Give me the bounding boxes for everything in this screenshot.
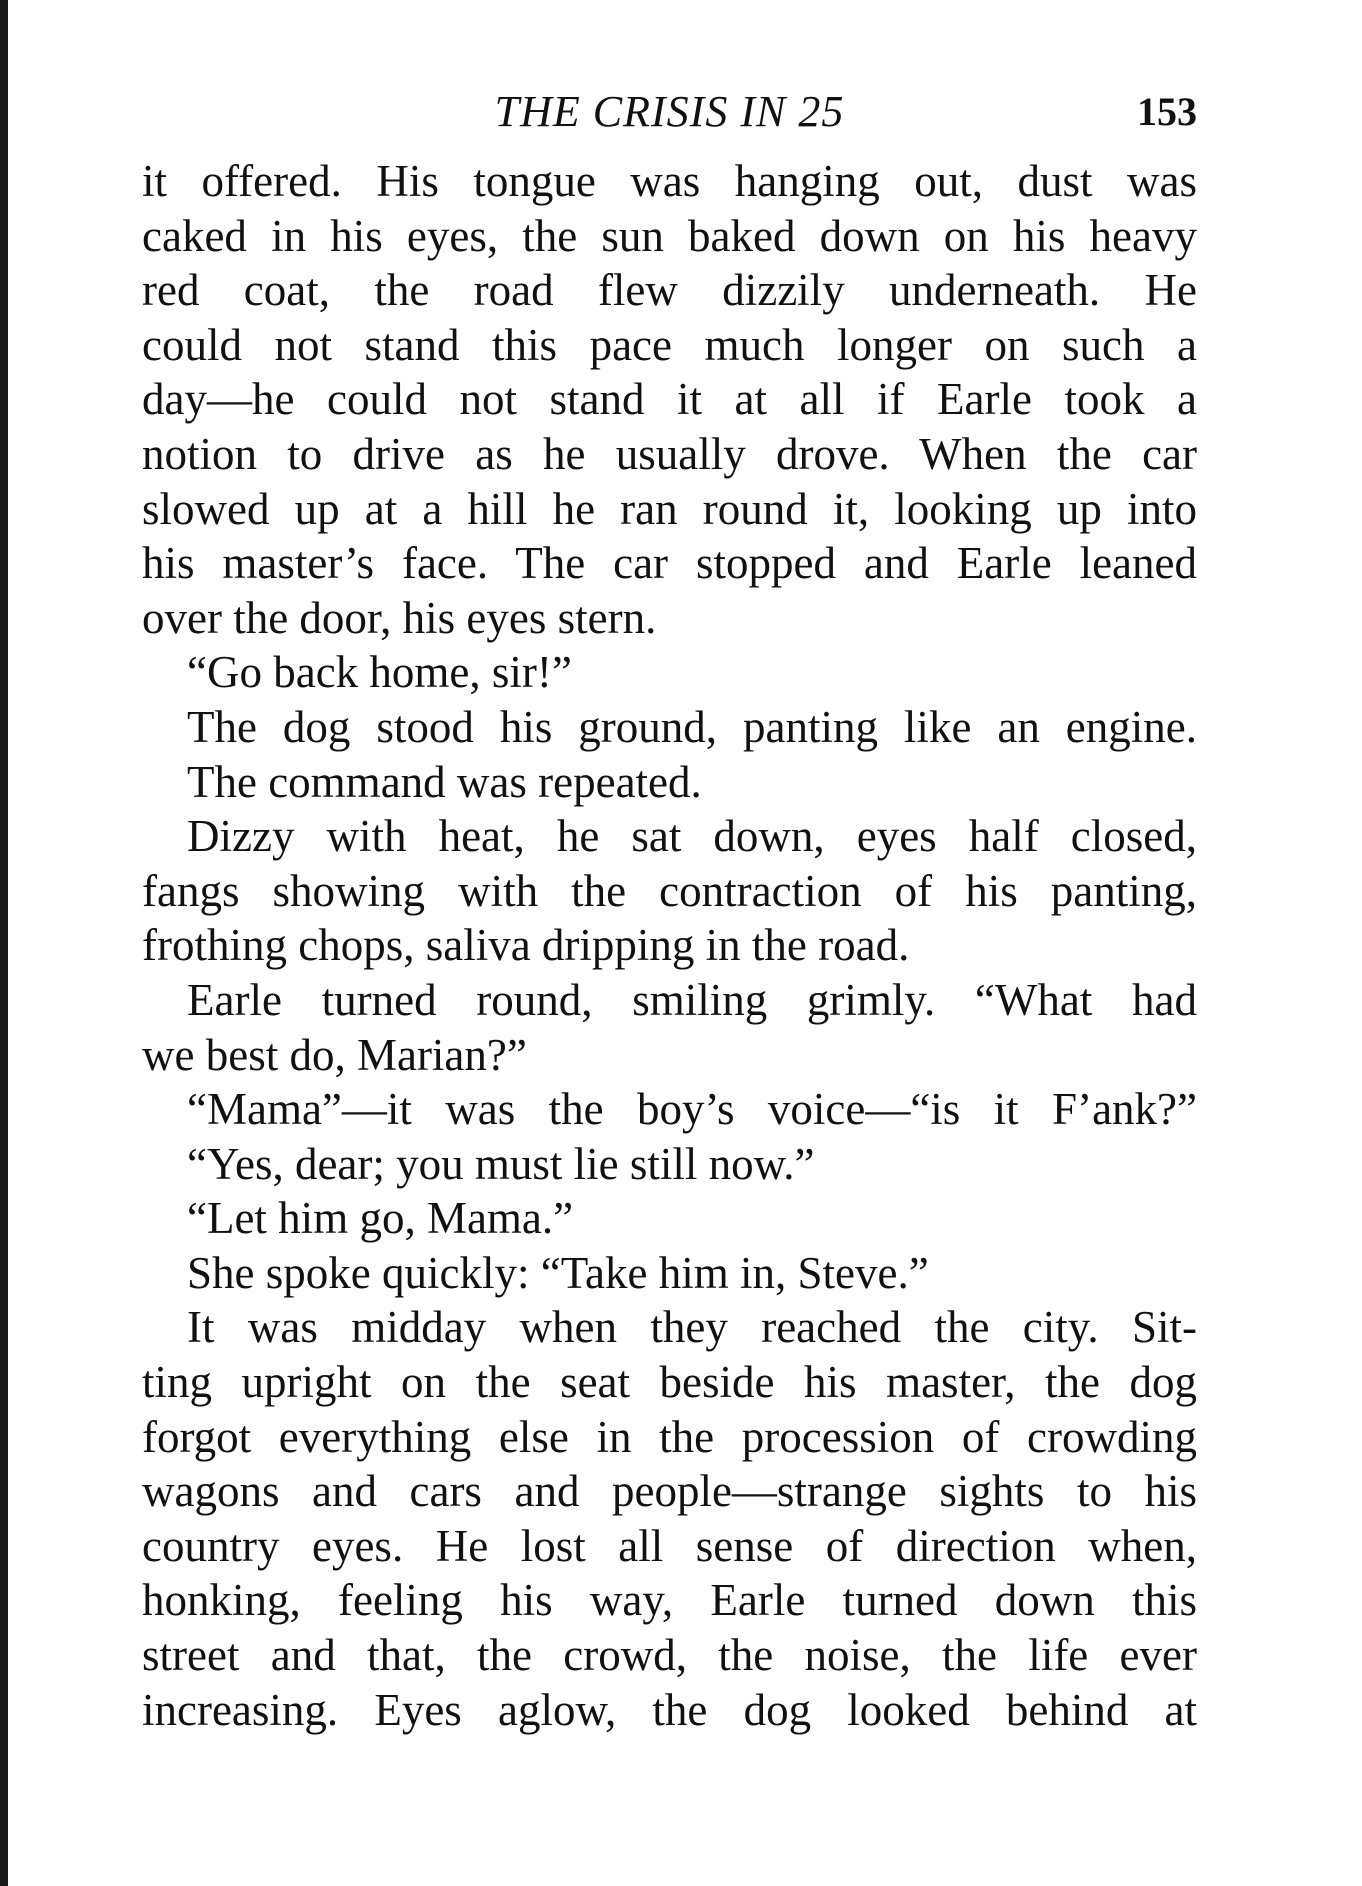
text-line: “Yes, dear; you must lie still now.” (187, 1138, 815, 1189)
text-line: frothing chops, saliva dripping in the road. (142, 920, 910, 971)
text-line: we best do, Marian?” (142, 1029, 527, 1080)
text-line: slowed up at a hill he ran round it, looking up into (142, 483, 1197, 534)
text-line: Earle turned round, smiling grimly. “What had (187, 974, 1197, 1025)
text-line: ting upright on the seat beside his master, the dog (142, 1357, 1197, 1408)
text-line: caked in his eyes, the sun baked down on his heavy (142, 210, 1197, 261)
text-line: She spoke quickly: “Take him in, Steve.” (187, 1247, 929, 1298)
page-number: 153 (1137, 89, 1197, 134)
text-line: The dog stood his ground, panting like an engine. (187, 701, 1197, 752)
text-line: wagons and cars and people—strange sights to his (142, 1466, 1197, 1517)
text-line: red coat, the road flew dizzily underneath. He (142, 265, 1197, 316)
text-line: “Let him go, Mama.” (187, 1193, 574, 1244)
text-line: increasing. Eyes aglow, the dog looked behind at (142, 1684, 1197, 1735)
text-line: “Mama”—it was the boy’s voice—“is it F’ank?” (187, 1084, 1197, 1135)
text-line: “Go back home, sir!” (187, 647, 572, 698)
text-line: street and that, the crowd, the noise, the life ever (142, 1630, 1197, 1681)
running-head: THE CRISIS IN 25 (494, 87, 845, 136)
text-line: forgot everything else in the procession of crowding (142, 1411, 1197, 1462)
text-line: The command was repeated. (187, 756, 702, 807)
text-line: country eyes. He lost all sense of direction when, (142, 1520, 1197, 1571)
page-binding-edge (0, 0, 8, 1886)
text-line: fangs showing with the contraction of his panting, (142, 865, 1197, 916)
text-line: honking, feeling his way, Earle turned down this (142, 1575, 1197, 1626)
text-line: day—he could not stand it at all if Earle took a (142, 374, 1197, 425)
text-line: could not stand this pace much longer on such a (142, 319, 1197, 370)
text-line: over the door, his eyes stern. (142, 592, 657, 643)
body-text (142, 154, 1197, 1737)
text-line: Dizzy with heat, he sat down, eyes half closed, (187, 811, 1197, 862)
text-line: his master’s face. The car stopped and Earle leaned (142, 538, 1197, 589)
text-line: it offered. His tongue was hanging out, dust was (142, 156, 1197, 206)
page-header (142, 82, 1197, 142)
text-line: notion to drive as he usually drove. When the car (142, 428, 1197, 479)
text-line: It was midday when they reached the city. Sit- (187, 1302, 1197, 1353)
